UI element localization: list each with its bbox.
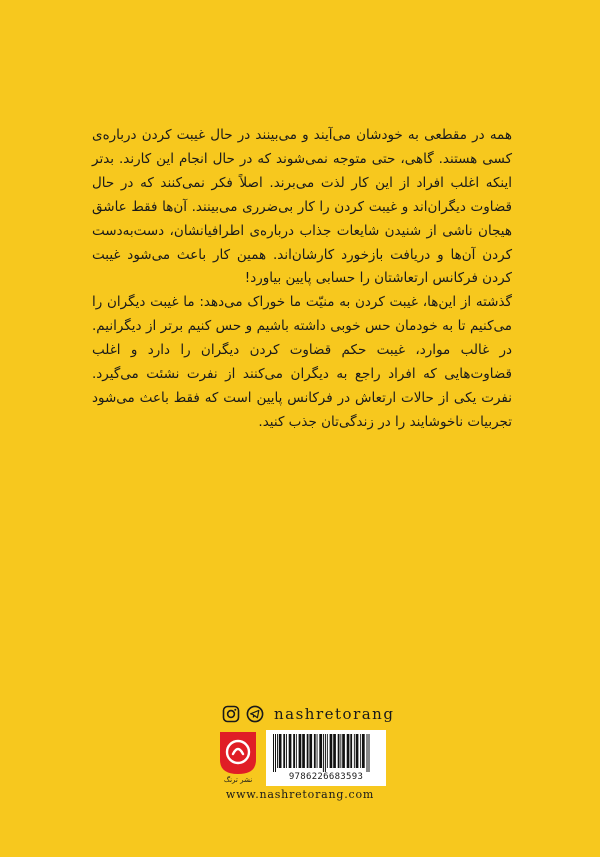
isbn-barcode <box>266 730 386 786</box>
isbn-number: 9786226683593 <box>288 772 364 782</box>
social-bar <box>222 704 394 724</box>
social-handle: nashretorang <box>274 705 395 723</box>
paragraph-1: همه در مقطعی به خودشان می‌آیند و می‌بینند در حال غیبت کردن درباره‌ی کسی هستند. گاهی، حتی متوجه نمی‌شوند که در حال انجام این کارند. بدتر اینکه اغلب افراد از این کار لذت می‌برند. اصلاً فکر نمی‌کنند که در حال قضاوت دیگران‌اند و غیبت کردن را کار بی‌ضرری می‌بینند. آن‌ها فقط عاشق هیجان ناشی از شنیدن شایعات جذاب درباره‌ی اطرافیانشان، دست‌به‌دست کردن آن‌ها و دریافت بازخورد کارشان‌اند. همین کار باعث می‌شود غیبت کردن فرکانس ارتعاشتان را حسابی پایین بیاورد! <box>92 127 512 287</box>
back-cover-footer <box>0 700 600 810</box>
instagram-icon <box>222 705 240 723</box>
back-cover-text <box>92 124 512 435</box>
barcode-bars <box>272 734 380 772</box>
publisher-website: www.nashretorang.com <box>225 788 375 801</box>
telegram-icon <box>246 705 264 723</box>
paragraph-2: گذشته از این‌ها، غیبت کردن به منیّت ما خوراک می‌دهد: ما غیبت دیگران را می‌کنیم تا به خودمان حس خوبی داشته باشیم و حس کنیم برتر از دیگرانیم. در غالب موارد، غیبت حکم قضاوت کردن دیگران را دارد و اغلب قضاوت‌هایی که افراد راجع به دیگران می‌کنند از نفرت نشئت می‌گیرد. نفرت یکی از حالات ارتعاش در فرکانس پایین است که فقط باعث می‌شود تجربیات ناخوشایند را در زندگی‌تان جذب کنید. <box>92 294 512 430</box>
publisher-logo <box>216 730 260 776</box>
publisher-logo-caption: نشر ترنگ <box>223 776 253 784</box>
